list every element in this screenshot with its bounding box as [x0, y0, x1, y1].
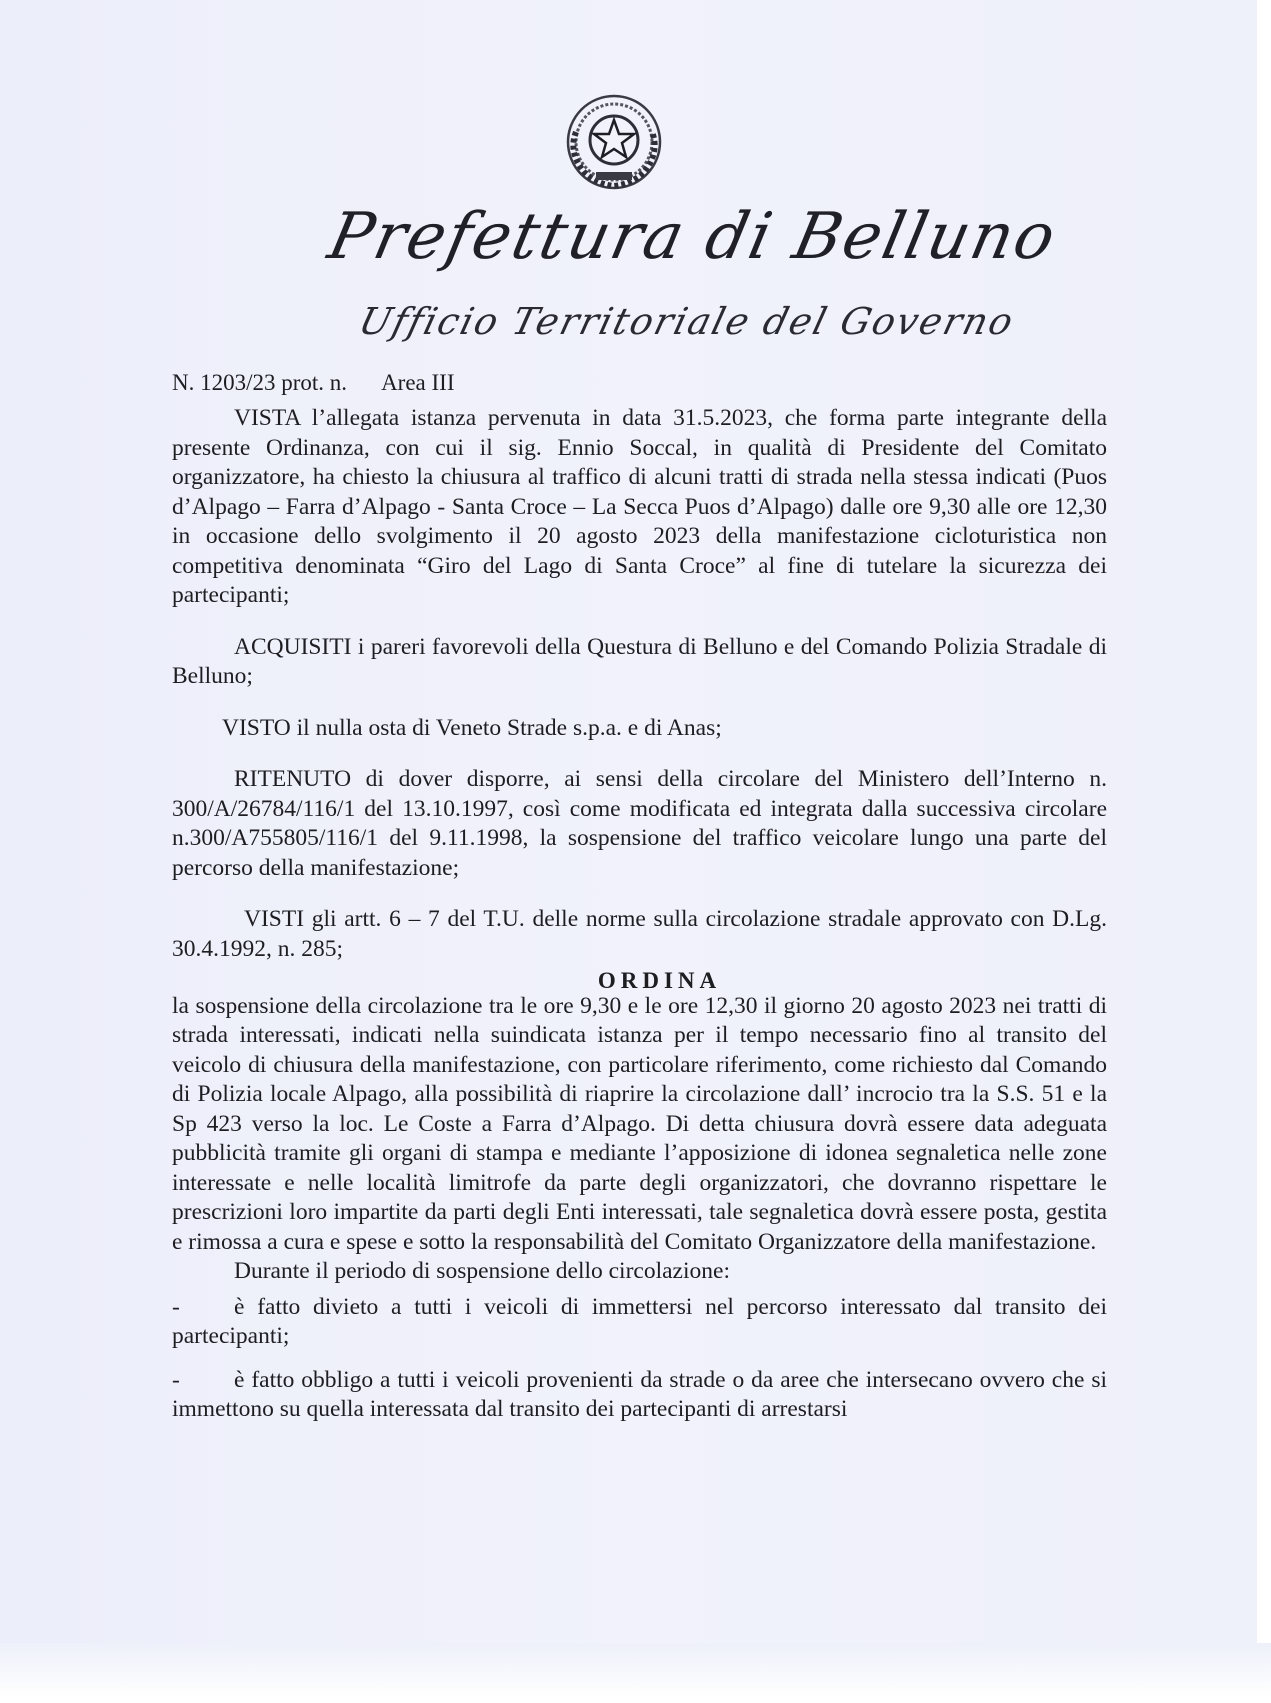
paragraph-ordina: la sospensione della circolazione tra le ore 9,30 e le ore 12,30 il giorno 20 agosto 2023 nei tratti di strada interessati, indicati nella suindicata istanza per il tempo necessario fino al transito del veicolo di chiusura della manifestazione, con particolare riferimento, come richiesto dal Comando di Polizia locale Alpago, alla possibilità di riaprire la circolazione dall’ incrocio tra la S.S. 51 e la Sp 423 verso la loc. Le Coste a Farra d’Alpago. Di detta chiusura dovrà essere data adeguata pubblicità tramite gli organi di stampa e mediante l’apposizione di idonea segnaletica nelle zone interessate e nelle località limitrofe da parte degli organizzatori, che dovranno rispettare le prescrizioni loro impartite da parti degli Enti interessati, tale segnaletica dovrà essere posta, gestita e rimossa a cura e spese e sotto la responsabilità del Comitato Organizzatore della manifestazione.: [172, 992, 1107, 1255]
republic-emblem-icon: [562, 92, 666, 192]
list-item: - è fatto divieto a tutti i veicoli di immettersi nel percorso interessato dal transito dei partecipanti;: [172, 1293, 1107, 1349]
page-bottom-margin: [0, 1643, 1271, 1703]
paragraph-acquisiti: ACQUISITI i pareri favorevoli della Questura di Belluno e del Comando Polizia Stradale di Belluno;: [172, 633, 1107, 689]
paragraph-vista: VISTA l’allegata istanza pervenuta in data 31.5.2023, che forma parte integrante della presente Ordinanza, con cui il sig. Ennio Soccal, in qualità di Presidente del Comitato organizzatore, ha chiesto la chiusura al traffico di alcuni tratti di strada nella stessa indicati (Puos d’Alpago – Farra d’Alpago - Santa Croce – La Secca Puos d’Alpago) dalle ore 9,30 alle ore 12,30 in occasione dello svolgimento il 20 agosto 2023 della manifestazione cicloturistica non competitiva denominata “Giro del Lago di Santa Croce” al fine di tutelare la sicurezza dei partecipanti;: [172, 405, 1107, 608]
paragraph-durante: Durante il periodo di sospensione dello circolazione:: [234, 1258, 730, 1284]
protocol-number: N. 1203/23 prot. n.: [172, 370, 348, 395]
paragraph-visto: VISTO il nulla osta di Veneto Strade s.p.a. e di Anas;: [222, 714, 722, 741]
list-item: - è fatto obbligo a tutti i veicoli provenienti da strade o da aree che intersecano ovvero che si immettono su quella interessata dal transito dei partecipanti di arrestarsi: [172, 1366, 1107, 1422]
page-edge: [1257, 0, 1271, 1703]
prefettura-title: Prefettura di Belluno: [322, 200, 1064, 274]
paragraph-ritenuto: RITENUTO di dover disporre, ai sensi della circolare del Ministero dell’Interno n. 300/A/26784/116/1 del 13.10.1997, così come modificata ed integrata dalla successiva circolare n.300/A755805/116/1 del 9.11.1998, la sospensione del traffico veicolare lungo una parte del percorso della manifestazione;: [172, 766, 1107, 881]
paragraph-visti: VISTI gli artt. 6 – 7 del T.U. delle norme sulla circolazione stradale approvato con D.Lg. 30.4.1992, n. 285;: [172, 906, 1107, 962]
protocol-line: [172, 370, 454, 396]
protocol-area: Area III: [381, 370, 455, 395]
office-subtitle: Ufficio Territoriale del Governo: [354, 300, 1020, 343]
ordina-heading: ORDINA: [597, 968, 722, 993]
document-body: [172, 404, 1107, 1439]
